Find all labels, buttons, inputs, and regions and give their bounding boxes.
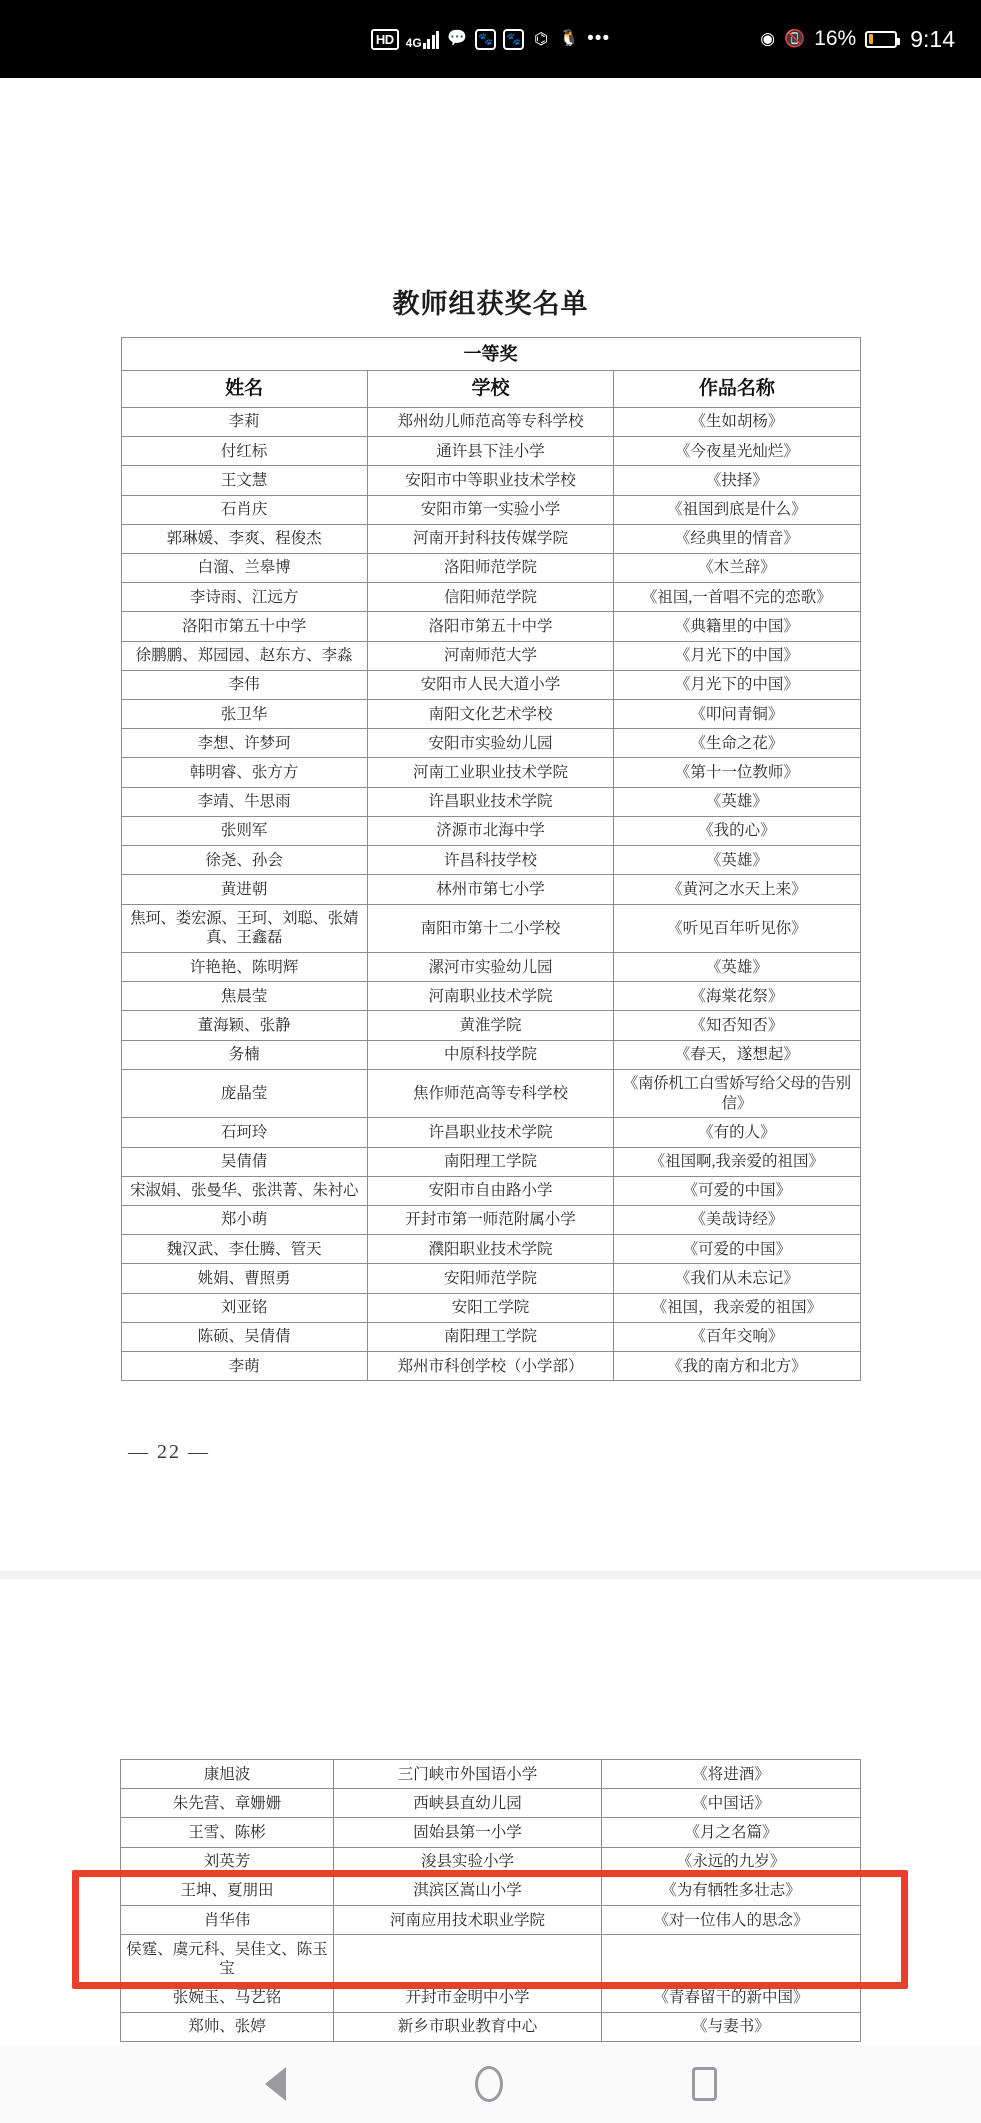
table-row: [121, 466, 860, 495]
table-row: [121, 816, 860, 845]
table-cell: 《今夜星光灿烂》: [614, 437, 860, 466]
table-cell: 淇滨区嵩山小学: [334, 1876, 602, 1905]
table-row: [121, 1293, 860, 1322]
table-cell: 河南工业职业技术学院: [367, 758, 613, 787]
android-nav-bar: [0, 2045, 981, 2123]
table-cell: 徐尧、孙会: [121, 846, 367, 875]
table-row: [121, 1235, 860, 1264]
table-cell: 姚娟、曹照勇: [121, 1264, 367, 1293]
table-cell: 濮阳职业技术学院: [367, 1235, 613, 1264]
table-cell: 安阳市中等职业技术学校: [367, 466, 613, 495]
table-row: [121, 787, 860, 816]
table-row: [121, 2012, 861, 2041]
table-cell: 王坤、夏朋田: [121, 1876, 334, 1905]
table-cell: 《我的南方和北方》: [614, 1352, 860, 1381]
grade-header-row: [121, 338, 860, 371]
table-cell: 宋淑娟、张曼华、张洪菁、朱衬心: [121, 1176, 367, 1205]
table-row: [121, 612, 860, 641]
table-cell: 浚县实验小学: [334, 1847, 602, 1876]
table-cell: 《我们从未忘记》: [614, 1264, 860, 1293]
table-cell: 李靖、牛思雨: [121, 787, 367, 816]
baidu-box-icon: 🐾: [503, 29, 524, 50]
table-cell: 《月光下的中国》: [614, 641, 860, 670]
table-row: [121, 553, 860, 582]
column-header: 姓名: [121, 371, 367, 408]
table-cell: [334, 1935, 602, 1983]
table-row: [121, 1789, 861, 1818]
table-row: [121, 407, 860, 436]
table-cell: 康旭波: [121, 1760, 334, 1789]
table-row: [121, 982, 860, 1011]
table-row: [121, 1069, 860, 1117]
table-cell: 安阳市第一实验小学: [367, 495, 613, 524]
table-cell: 《春天，遂想起》: [614, 1040, 860, 1069]
status-bar-right: [760, 0, 955, 78]
table-cell: 许昌职业技术学院: [367, 787, 613, 816]
table-cell: 《黄河之水天上来》: [614, 875, 860, 904]
grade-label: 一等奖: [121, 338, 860, 371]
table-row: [121, 524, 860, 553]
table-cell: 《抉择》: [614, 466, 860, 495]
table-cell: 洛阳师范学院: [367, 553, 613, 582]
table-cell: 郑帅、张婷: [121, 2012, 334, 2041]
table-cell: 付红标: [121, 437, 367, 466]
table-row: [121, 641, 860, 670]
table-cell: 韩明睿、张方方: [121, 758, 367, 787]
page-number: — 22 —: [128, 1441, 210, 1464]
table-row: [121, 1118, 860, 1147]
table-row: [121, 1176, 860, 1205]
table-cell: 《第十一位教师》: [614, 758, 860, 787]
table-cell: 吴倩倩: [121, 1147, 367, 1176]
signal-bars-icon: [423, 29, 440, 49]
table-cell: 河南师范大学: [367, 641, 613, 670]
table-cell: 济源市北海中学: [367, 816, 613, 845]
clock-label: 9:14: [910, 25, 955, 52]
table-row: [121, 1906, 861, 1935]
table-cell: 林州市第七小学: [367, 875, 613, 904]
table-cell: 《百年交响》: [614, 1322, 860, 1351]
table-cell: 《为有牺牲多壮志》: [602, 1876, 861, 1905]
table-row: [121, 758, 860, 787]
awards-table-page-2: [120, 1759, 861, 2042]
table-cell: 《祖国啊,我亲爱的祖国》: [614, 1147, 860, 1176]
table-cell: 《经典里的情音》: [614, 524, 860, 553]
table-row: [121, 729, 860, 758]
table-cell: 《可爱的中国》: [614, 1235, 860, 1264]
table-cell: 开封市第一师范附属小学: [367, 1205, 613, 1234]
wechat-icon: 💬: [447, 30, 468, 47]
table-cell: 固始县第一小学: [334, 1818, 602, 1847]
table-cell: 许昌科技学校: [367, 846, 613, 875]
table-row: [121, 1205, 860, 1234]
table-cell: 《将进酒》: [602, 1760, 861, 1789]
table-row: [121, 1818, 861, 1847]
table-cell: 安阳市人民大道小学: [367, 670, 613, 699]
table-cell: 许昌职业技术学院: [367, 1118, 613, 1147]
table-cell: 安阳师范学院: [367, 1264, 613, 1293]
table-row: [121, 953, 860, 982]
table-cell: 《英雄》: [614, 787, 860, 816]
table-cell: 通许县下洼小学: [367, 437, 613, 466]
table-row: [121, 670, 860, 699]
table-cell: 南阳市第十二小学校: [367, 904, 613, 952]
table-cell: 《与妻书》: [602, 2012, 861, 2041]
table-row: [121, 1876, 861, 1905]
table-cell: 《我的心》: [614, 816, 860, 845]
table-cell: 徐鹏鹏、郑园园、赵东方、李淼: [121, 641, 367, 670]
table-cell: 刘英芳: [121, 1847, 334, 1876]
table-cell: 洛阳市第五十中学: [121, 612, 367, 641]
table-row: [121, 495, 860, 524]
table-cell: 李萌: [121, 1352, 367, 1381]
battery-icon: [865, 31, 897, 48]
column-header-row: [121, 371, 860, 408]
table-cell: 《木兰辞》: [614, 553, 860, 582]
table-cell: 《祖国到底是什么》: [614, 495, 860, 524]
back-button[interactable]: [265, 2067, 286, 2101]
hd-icon: HD: [371, 29, 399, 50]
table-row: [121, 1322, 860, 1351]
table-cell: 《海棠花祭》: [614, 982, 860, 1011]
table-cell: 焦作师范高等专科学校: [367, 1069, 613, 1117]
table-row: [121, 583, 860, 612]
document-page-2: [0, 1579, 981, 2045]
table-cell: 郑小萌: [121, 1205, 367, 1234]
table-cell: 洛阳市第五十中学: [367, 612, 613, 641]
hex-palm-icon: ⌬: [534, 31, 549, 48]
table-cell: 肖华伟: [121, 1906, 334, 1935]
table-cell: 石珂玲: [121, 1118, 367, 1147]
table-cell: 刘亚铭: [121, 1293, 367, 1322]
table-row: [121, 700, 860, 729]
baidu-icon: 🐾: [475, 29, 496, 50]
table-row: [121, 437, 860, 466]
vibrate-icon: 📵: [784, 29, 806, 48]
table-cell: 安阳工学院: [367, 1293, 613, 1322]
document-page-1: [0, 78, 981, 1571]
table-row: [121, 1264, 860, 1293]
table-cell: 《典籍里的中国》: [614, 612, 860, 641]
table-cell: 侯霆、虞元科、吴佳文、陈玉宝: [121, 1935, 334, 1983]
table-row: [121, 1983, 861, 2012]
table-cell: 安阳市实验幼儿园: [367, 729, 613, 758]
table-cell: 陈硕、吴倩倩: [121, 1322, 367, 1351]
page-separator: [0, 1571, 981, 1579]
table-cell: 李想、许梦珂: [121, 729, 367, 758]
table-cell: 南阳文化艺术学校: [367, 700, 613, 729]
table-row: [121, 1011, 860, 1040]
table-cell: 郭琳媛、李爽、程俊杰: [121, 524, 367, 553]
table-cell: 《听见百年听见你》: [614, 904, 860, 952]
table-cell: 信阳师范学院: [367, 583, 613, 612]
table-cell: 王文慧: [121, 466, 367, 495]
table-cell: 《南侨机工白雪娇写给父母的告别信》: [614, 1069, 860, 1117]
table-cell: 郑州幼儿师范高等专科学校: [367, 407, 613, 436]
table-cell: 《英雄》: [614, 846, 860, 875]
table-cell: 李诗雨、江远方: [121, 583, 367, 612]
table-cell: 新乡市职业教育中心: [334, 2012, 602, 2041]
table-cell: 《祖国,一首唱不完的恋歌》: [614, 583, 860, 612]
table-cell: 河南职业技术学院: [367, 982, 613, 1011]
more-dots-icon: •••: [587, 28, 611, 49]
table-cell: 西峡县直幼儿园: [334, 1789, 602, 1818]
table-cell: 务楠: [121, 1040, 367, 1069]
table-cell: 焦晨莹: [121, 982, 367, 1011]
table-cell: 漯河市实验幼儿园: [367, 953, 613, 982]
table-cell: 石肖庆: [121, 495, 367, 524]
table-cell: 张卫华: [121, 700, 367, 729]
table-cell: 王雪、陈彬: [121, 1818, 334, 1847]
table-cell: 三门峡市外国语小学: [334, 1760, 602, 1789]
table-cell: 开封市金明中小学: [334, 1983, 602, 2012]
table-cell: 黄淮学院: [367, 1011, 613, 1040]
table-cell: 《月光下的中国》: [614, 670, 860, 699]
table-cell: 庞晶莹: [121, 1069, 367, 1117]
table-row: [121, 904, 860, 952]
table-row: [121, 1935, 861, 1983]
table-row: [121, 1147, 860, 1176]
table-row: [121, 1760, 861, 1789]
table-cell: 《生命之花》: [614, 729, 860, 758]
table-cell: 黄进朝: [121, 875, 367, 904]
table-cell: 《知否知否》: [614, 1011, 860, 1040]
awards-table-page-1: [121, 337, 861, 1381]
table-cell: 魏汉武、李仕腾、管天: [121, 1235, 367, 1264]
table-cell: 安阳市自由路小学: [367, 1176, 613, 1205]
table-cell: 河南应用技术职业学院: [334, 1906, 602, 1935]
table-cell: 《叩问青铜》: [614, 700, 860, 729]
table-row: [121, 1352, 860, 1381]
table-cell: 中原科技学院: [367, 1040, 613, 1069]
network-signal-icon: 4G: [406, 29, 440, 49]
table-cell: 《月之名篇》: [602, 1818, 861, 1847]
table-cell: 《美哉诗经》: [614, 1205, 860, 1234]
table-cell: [602, 1935, 861, 1983]
column-header: 作品名称: [614, 371, 860, 408]
table-cell: 《对一位伟人的思念》: [602, 1906, 861, 1935]
table-cell: 郑州市科创学校（小学部）: [367, 1352, 613, 1381]
table-cell: 《有的人》: [614, 1118, 860, 1147]
status-bar-center-icons: [371, 28, 610, 50]
table-row: [121, 846, 860, 875]
column-header: 学校: [367, 371, 613, 408]
table-cell: 南阳理工学院: [367, 1147, 613, 1176]
page-title: 教师组获奖名单: [392, 289, 589, 319]
table-cell: 焦珂、娄宏源、王珂、刘聪、张婧真、王鑫磊: [121, 904, 367, 952]
table-cell: 《中国话》: [602, 1789, 861, 1818]
status-bar: [0, 0, 981, 78]
table-cell: 《生如胡杨》: [614, 407, 860, 436]
table-cell: 河南开封科技传媒学院: [367, 524, 613, 553]
table-cell: 《青春留干的新中国》: [602, 1983, 861, 2012]
table-cell: 南阳理工学院: [367, 1322, 613, 1351]
table-row: [121, 875, 860, 904]
eye-comfort-icon: ◉: [760, 29, 776, 48]
table-cell: 《英雄》: [614, 953, 860, 982]
table-cell: 张则军: [121, 816, 367, 845]
table-cell: 李莉: [121, 407, 367, 436]
table-row: [121, 1847, 861, 1876]
table-cell: 李伟: [121, 670, 367, 699]
table-cell: 《永远的九岁》: [602, 1847, 861, 1876]
table-cell: 朱先营、章姗姗: [121, 1789, 334, 1818]
table-cell: 张婉玉、马艺铭: [121, 1983, 334, 2012]
table-cell: 许艳艳、陈明辉: [121, 953, 367, 982]
document-viewer[interactable]: [0, 78, 981, 2045]
table-cell: 董海颖、张静: [121, 1011, 367, 1040]
table-cell: 白溜、兰皋博: [121, 553, 367, 582]
recents-button[interactable]: [692, 2067, 717, 2101]
home-button[interactable]: [475, 2066, 503, 2102]
table-row: [121, 1040, 860, 1069]
table-cell: 《可爱的中国》: [614, 1176, 860, 1205]
table-cell: 《祖国，我亲爱的祖国》: [614, 1293, 860, 1322]
qq-penguin-icon: 🐧: [559, 30, 580, 47]
battery-percent-label: 16%: [814, 27, 857, 50]
